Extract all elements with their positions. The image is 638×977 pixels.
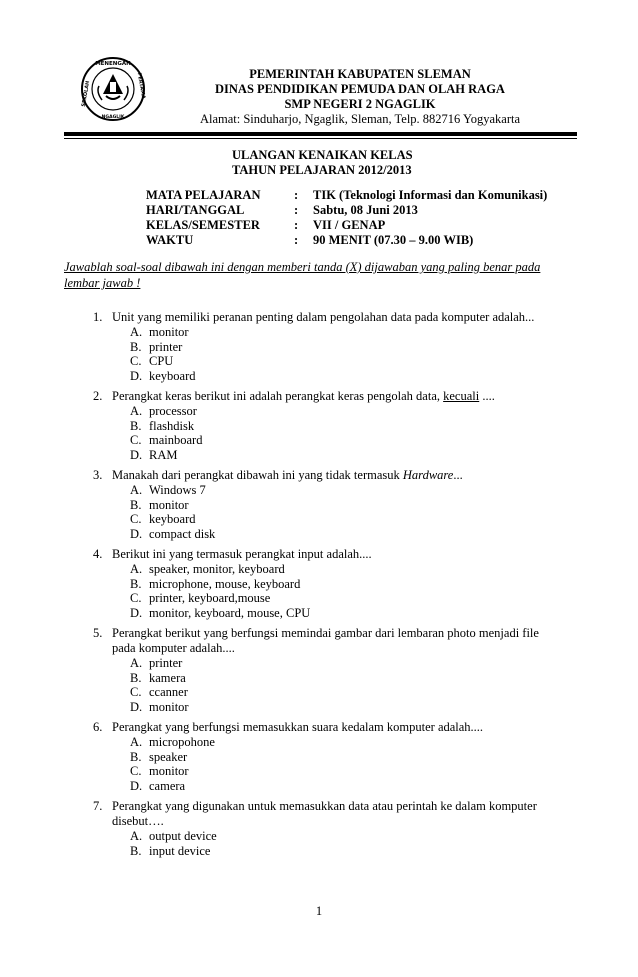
answer-option <box>130 700 189 715</box>
answer-option <box>130 591 270 606</box>
answer-option <box>130 685 188 700</box>
question-number: 3. <box>93 468 103 482</box>
answer-option <box>130 340 182 355</box>
option-letter: D. <box>130 605 143 620</box>
option-text: output device <box>149 829 217 843</box>
question-number: 6. <box>93 720 103 734</box>
question-number: 1. <box>93 310 103 324</box>
question-text: Perangkat berikut yang berfungsi memindai gambar dari lembaran photo menjadi file <box>112 626 539 640</box>
answer-option <box>130 735 215 750</box>
question-number: 7. <box>93 799 103 813</box>
option-text: mainboard <box>149 433 203 447</box>
answer-option <box>130 404 197 419</box>
info-colon: : <box>294 188 299 202</box>
option-letter: D. <box>130 368 143 383</box>
question-text-continued: disebut…. <box>112 814 164 828</box>
exam-title-1: ULANGAN KENAIKAN KELAS <box>232 148 413 162</box>
answer-option <box>130 671 186 686</box>
info-label: HARI/TANGGAL <box>146 203 245 217</box>
option-text: camera <box>149 778 186 793</box>
question-number: 4. <box>93 547 103 561</box>
page-number: 1 <box>315 904 323 918</box>
answer-option <box>130 512 196 527</box>
option-text: processor <box>149 404 197 418</box>
option-text: printer <box>149 339 183 354</box>
answer-option <box>130 369 196 384</box>
option-text: printer, keyboard,mouse <box>149 591 271 605</box>
info-label: WAKTU <box>146 233 194 247</box>
question-text: Manakah dari perangkat dibawah ini yang tidak termasuk Hardware... <box>112 468 463 482</box>
header-divider-thick <box>64 132 577 136</box>
option-letter: C. <box>130 685 142 699</box>
option-letter: B. <box>130 843 142 858</box>
answer-option <box>130 764 189 779</box>
option-letter: D. <box>130 526 143 541</box>
instructions-line-1: Jawablah soal-soal dibawah ini dengan memberi tanda (X) dijawaban yang paling benar pada <box>64 260 541 274</box>
option-letter: C. <box>130 512 142 526</box>
option-text: ccanner <box>149 685 188 699</box>
school-logo <box>80 56 146 122</box>
instructions-line-2: lembar jawab ! <box>64 276 141 290</box>
option-letter: C. <box>130 354 142 368</box>
option-text: RAM <box>149 447 178 462</box>
info-colon: : <box>294 233 299 247</box>
question-text: Perangkat yang berfungsi memasukkan suara kedalam komputer adalah.... <box>112 720 484 734</box>
answer-option <box>130 419 194 434</box>
info-value: Sabtu, 08 Juni 2013 <box>313 203 418 217</box>
option-text: input device <box>149 843 211 858</box>
answer-option <box>130 448 177 463</box>
answer-option <box>130 577 300 592</box>
logo-text-right: PERTAMA <box>135 72 146 100</box>
question-text-continued: pada komputer adalah.... <box>112 641 235 655</box>
option-letter: D. <box>130 447 143 462</box>
option-text: speaker <box>149 749 188 764</box>
option-text: monitor <box>149 764 189 778</box>
option-letter: A. <box>130 483 143 497</box>
option-letter: B. <box>130 576 142 591</box>
header-line-2: DINAS PENDIDIKAN PEMUDA DAN OLAH RAGA <box>215 82 505 96</box>
info-colon: : <box>294 203 299 217</box>
info-label: MATA PELAJARAN <box>146 188 261 202</box>
info-value: VII / GENAP <box>313 218 386 232</box>
header-line-3: SMP NEGERI 2 NGAGLIK <box>284 97 436 111</box>
question-text: Berikut ini yang termasuk perangkat input adalah.... <box>112 547 372 561</box>
option-text: flashdisk <box>149 418 195 433</box>
option-letter: B. <box>130 749 142 764</box>
answer-option <box>130 656 182 671</box>
option-letter: C. <box>130 591 142 605</box>
option-letter: B. <box>130 670 142 685</box>
option-text: CPU <box>149 354 174 368</box>
question-text: Perangkat keras berikut ini adalah perangkat keras pengolah data, kecuali .... <box>112 389 495 403</box>
option-text: monitor <box>149 325 189 339</box>
answer-option <box>130 498 189 513</box>
option-letter: B. <box>130 497 142 512</box>
option-text: compact disk <box>149 526 216 541</box>
question-text: Perangkat yang digunakan untuk memasukkan data atau perintah ke dalam komputer <box>112 799 537 813</box>
option-letter: A. <box>130 404 143 418</box>
answer-option <box>130 562 285 577</box>
answer-option <box>130 606 310 621</box>
option-letter: A. <box>130 829 143 843</box>
answer-option <box>130 354 173 369</box>
question-text: Unit yang memiliki peranan penting dalam pengolahan data pada komputer adalah... <box>112 310 535 324</box>
option-text: Windows 7 <box>149 483 206 497</box>
logo-text-top: MENENGAH <box>95 61 131 67</box>
option-text: keyboard <box>149 368 196 383</box>
info-value: 90 MENIT (07.30 – 9.00 WIB) <box>313 233 474 247</box>
option-text: micropohone <box>149 735 215 749</box>
option-letter: A. <box>130 735 143 749</box>
header-address: Alamat: Sinduharjo, Ngaglik, Sleman, Telp. 882716 Yogyakarta <box>199 112 521 126</box>
answer-option <box>130 483 206 498</box>
answer-option <box>130 527 215 542</box>
answer-option <box>130 325 189 340</box>
logo-text-left: SEKOLAH <box>80 80 92 108</box>
option-letter: B. <box>130 418 142 433</box>
exam-title-2: TAHUN PELAJARAN 2012/2013 <box>232 163 412 177</box>
option-letter: D. <box>130 699 143 714</box>
option-letter: D. <box>130 778 143 793</box>
option-letter: A. <box>130 562 143 576</box>
option-text: speaker, monitor, keyboard <box>149 562 285 576</box>
info-value: TIK (Teknologi Informasi dan Komunikasi) <box>313 188 548 202</box>
answer-option <box>130 844 210 859</box>
option-text: monitor <box>149 699 189 714</box>
emphasis-word: kecuali <box>443 389 480 403</box>
answer-option <box>130 779 185 794</box>
question-number: 2. <box>93 389 103 403</box>
header-line-1: PEMERINTAH KABUPATEN SLEMAN <box>249 67 471 81</box>
option-letter: A. <box>130 325 143 339</box>
option-text: printer <box>149 656 183 670</box>
emphasis-word: Hardware <box>402 468 454 482</box>
logo-text-bottom: NGAGLIK <box>101 115 125 120</box>
option-text: monitor <box>149 497 189 512</box>
option-text: kamera <box>149 670 186 685</box>
question-number: 5. <box>93 626 103 640</box>
answer-option <box>130 433 202 448</box>
option-letter: C. <box>130 433 142 447</box>
option-text: monitor, keyboard, mouse, CPU <box>149 605 311 620</box>
answer-option <box>130 750 187 765</box>
info-colon: : <box>294 218 299 232</box>
option-text: keyboard <box>149 512 196 526</box>
option-letter: A. <box>130 656 143 670</box>
header-divider-thin <box>64 138 577 139</box>
answer-option <box>130 829 217 844</box>
option-letter: B. <box>130 339 142 354</box>
option-text: microphone, mouse, keyboard <box>149 576 301 591</box>
info-label: KELAS/SEMESTER <box>146 218 260 232</box>
option-letter: C. <box>130 764 142 778</box>
